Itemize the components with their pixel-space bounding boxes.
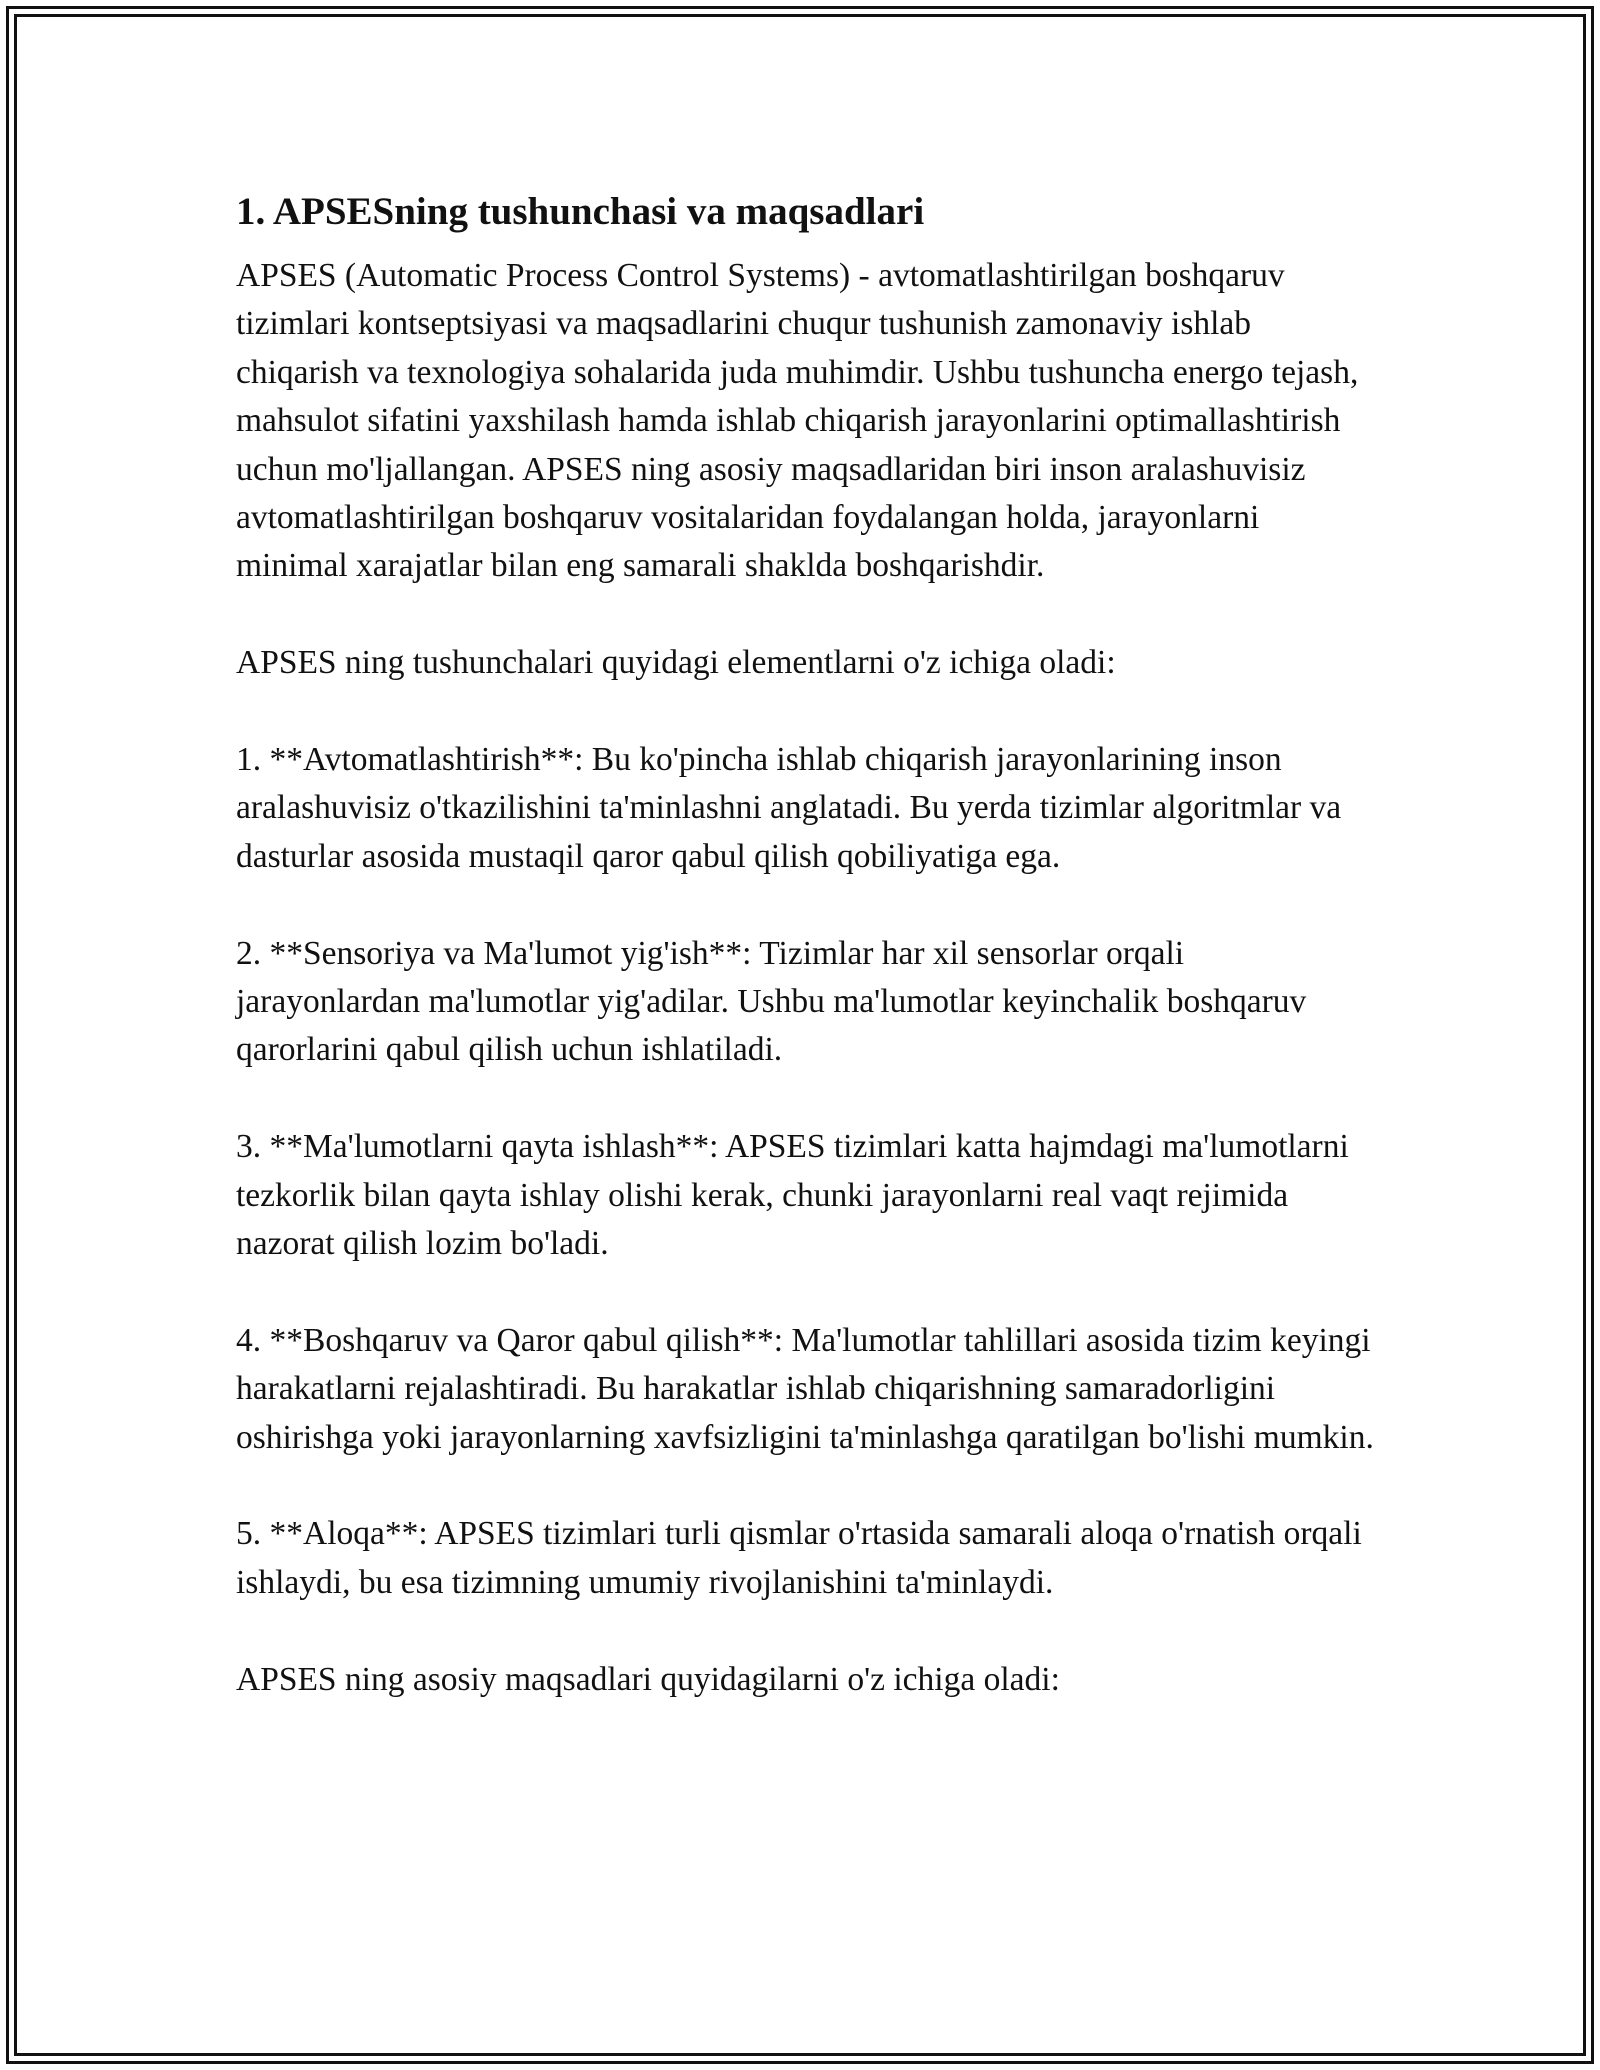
document-body (236, 184, 1376, 1704)
concepts-lead-paragraph: APSES ning tushunchalari quyidagi elementlarni o'z ichiga oladi: (236, 644, 1116, 682)
concept-item-3: 3. **Ma'lumotlarni qayta ishlash**: APSES tizimlari katta hajmdagi ma'lumotlarni tezkorlik bilan qayta ishlay olishi kerak, chunki jarayonlarni real vaqt rejimida nazorat qilish lozim bo'ladi. (236, 1128, 1349, 1263)
concept-item-2: 2. **Sensoriya va Ma'lumot yig'ish**: Tizimlar har xil sensorlar orqali jarayonlardan ma'lumotlar yig'adilar. Ushbu ma'lumotlar keyinchalik boshqaruv qarorlarini qabul qilish uchun ishlatiladi. (236, 934, 1307, 1069)
concept-item-5: 5. **Aloqa**: APSES tizimlari turli qismlar o'rtasida samarali aloqa o'rnatish orqali ishlaydi, bu esa tizimning umumiy rivojlanishini ta'minlaydi. (236, 1515, 1362, 1601)
goals-lead-paragraph: APSES ning asosiy maqsadlari quyidagilarni o'z ichiga oladi: (236, 1660, 1060, 1698)
concept-item-1: 1. **Avtomatlashtirish**: Bu ko'pincha ishlab chiqarish jarayonlarining inson aralashuvisiz o'tkazilishini ta'minlashni anglatadi. Bu yerda tizimlar algoritmlar va dasturlar asosida mustaqil qaror qabul qilish qobiliyatiga ega. (236, 741, 1342, 875)
page-title: 1. APSESning tushunchasi va maqsadlari (236, 190, 925, 233)
intro-paragraph: APSES (Automatic Process Control Systems) - avtomatlashtirilgan boshqaruv tizimlari kontseptsiyasi va maqsadlarini chuqur tushunish zamonaviy ishlab chiqarish va texnologiya sohalarida juda muhimdir. Ushbu tushuncha energo tejash, mahsulot sifatini yaxshilash hamda ishlab chiqarish jarayonlarini optimallashtirish uchun mo'ljallangan. APSES ning asosiy maqsadlaridan biri inson aralashuvisiz avtomatlashtirilgan boshqaruv vositalaridan foydalangan holda, jarayonlarni minimal xarajatlar bilan eng samarali shaklda boshqarishdir. (236, 257, 1359, 585)
concept-item-4: 4. **Boshqaruv va Qaror qabul qilish**: Ma'lumotlar tahlillari asosida tizim keyingi harakatlarni rejalashtiradi. Bu harakatlar ishlab chiqarishning samaradorligini oshirishga yoki jarayonlarning xavfsizligini ta'minlashga qaratilgan bo'lishi mumkin. (236, 1321, 1374, 1456)
